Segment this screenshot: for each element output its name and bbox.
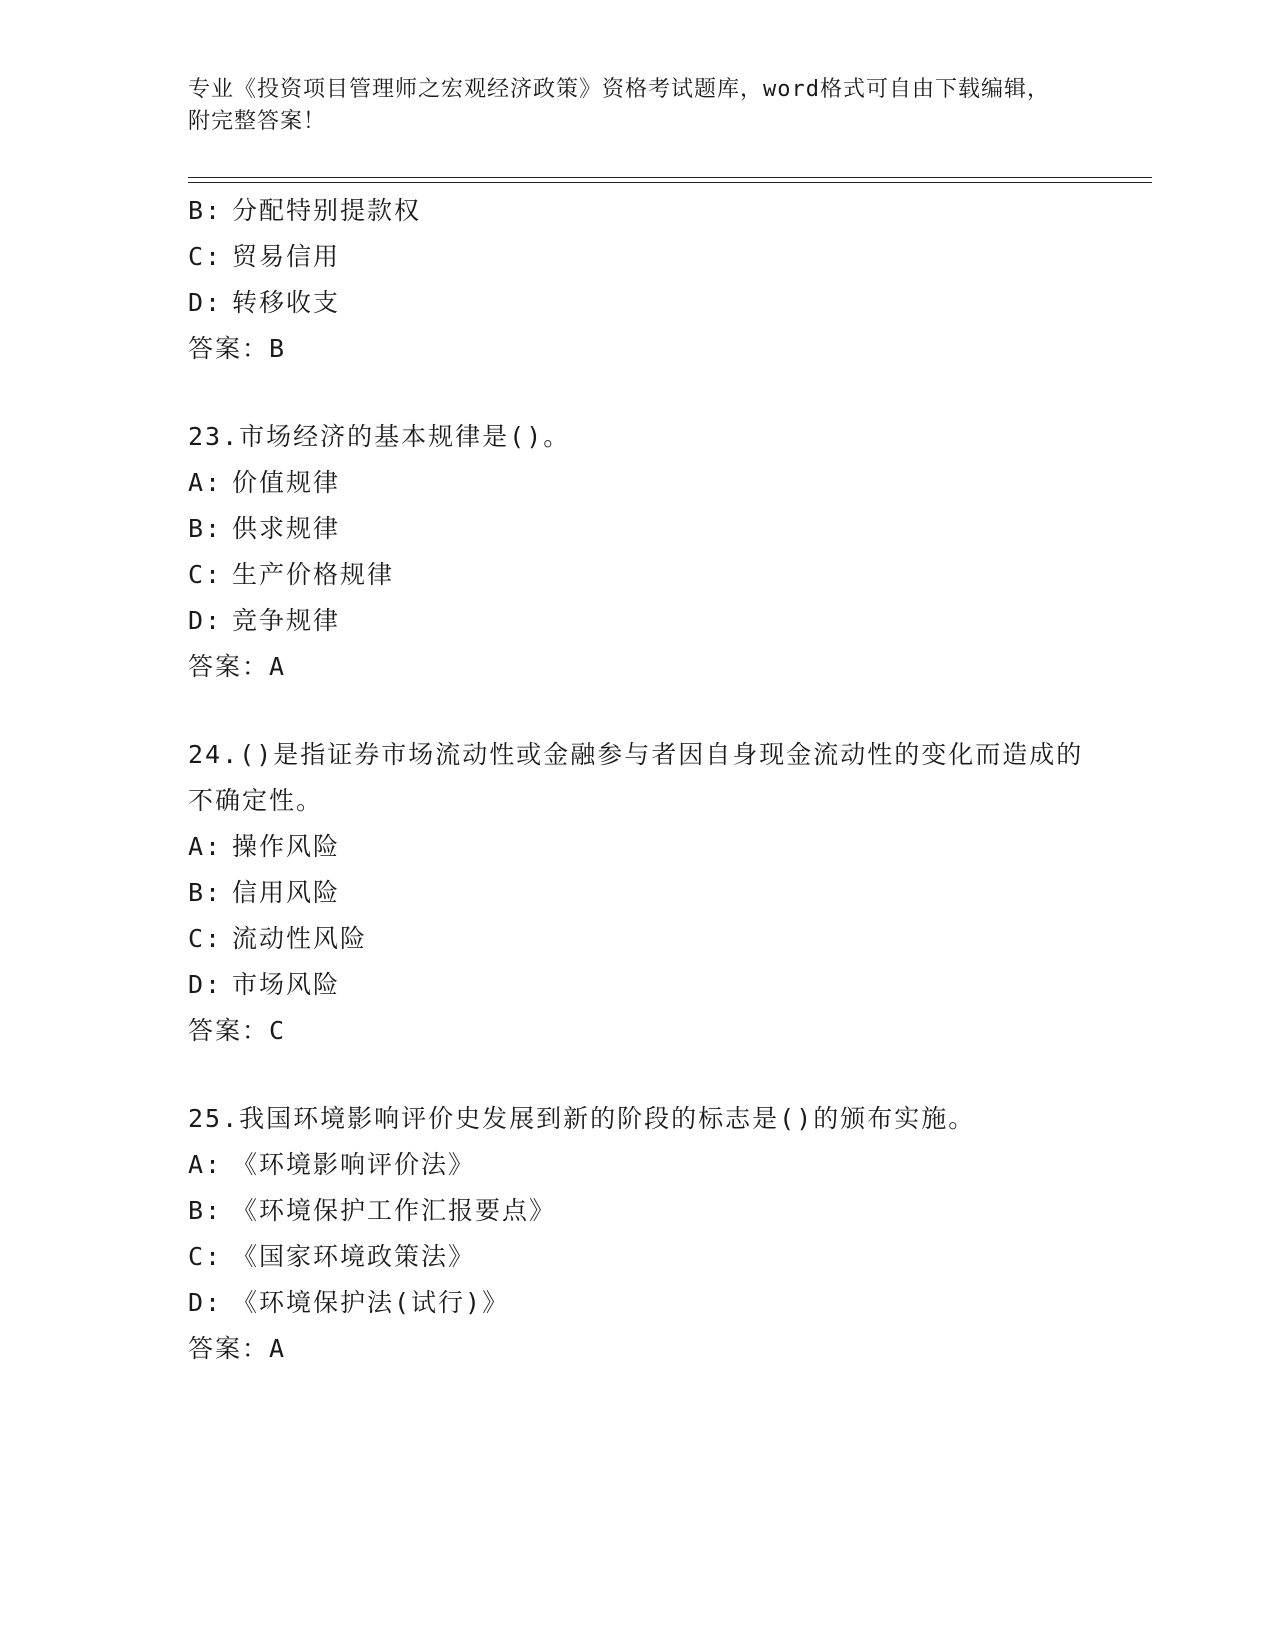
option-key: D: (188, 970, 223, 999)
option-line (188, 824, 1118, 870)
answer-value: C (269, 1016, 287, 1045)
answer-label: 答案： (188, 334, 270, 363)
option-line (188, 598, 1118, 644)
question-content (188, 188, 1118, 1372)
option-text: 转移收支 (232, 288, 341, 317)
answer-value: A (269, 1334, 287, 1363)
option-key: D: (188, 606, 223, 635)
option-text: 供求规律 (232, 514, 341, 543)
answer-label: 答案： (188, 652, 270, 681)
header-divider-top (188, 177, 1152, 178)
option-key: B: (188, 196, 223, 225)
option-text: 市场风险 (232, 970, 341, 999)
option-text: 流动性风险 (232, 924, 368, 953)
option-key: C: (188, 560, 223, 589)
option-key: C: (188, 1242, 223, 1271)
answer-line (188, 326, 1118, 372)
option-key: D: (188, 1288, 223, 1317)
answer-value: A (269, 652, 287, 681)
option-line (188, 234, 1118, 280)
question-stem: 25.我国环境影响评价史发展到新的阶段的标志是()的颁布实施。 (188, 1104, 976, 1133)
option-line (188, 552, 1118, 598)
question-stem: 24.()是指证券市场流动性或金融参与者因自身现金流动性的变化而造成的不确定性。 (188, 740, 1084, 815)
option-text: 信用风险 (232, 878, 341, 907)
option-line (188, 280, 1118, 326)
option-key: B: (188, 878, 223, 907)
option-text: 《国家环境政策法》 (232, 1242, 476, 1271)
option-key: B: (188, 1196, 223, 1225)
option-text: 《环境保护工作汇报要点》 (232, 1196, 557, 1225)
option-key: A: (188, 832, 223, 861)
question-item (188, 732, 1118, 1054)
option-line (188, 1234, 1118, 1280)
question-item (188, 414, 1118, 690)
option-line (188, 916, 1118, 962)
question-stem: 23.市场经济的基本规律是()。 (188, 422, 571, 451)
question-fragment (188, 188, 1118, 372)
option-text: 价值规律 (232, 468, 341, 497)
answer-value: B (269, 334, 287, 363)
option-text: 竞争规律 (232, 606, 341, 635)
option-key: C: (188, 924, 223, 953)
option-text: 分配特别提款权 (232, 196, 422, 225)
option-text: 贸易信用 (232, 242, 341, 271)
option-text: 《环境保护法(试行)》 (232, 1288, 510, 1317)
option-line (188, 1280, 1118, 1326)
header-divider-bottom (188, 182, 1152, 183)
option-key: A: (188, 468, 223, 497)
option-line (188, 962, 1118, 1008)
answer-line (188, 1326, 1118, 1372)
option-line (188, 506, 1118, 552)
option-line (188, 1142, 1118, 1188)
option-line (188, 1188, 1118, 1234)
option-key: A: (188, 1150, 223, 1179)
option-line (188, 188, 1118, 234)
answer-line (188, 1008, 1118, 1054)
answer-label: 答案： (188, 1334, 270, 1363)
header-note: 专业《投资项目管理师之宏观经济政策》资格考试题库，word格式可自由下载编辑，附完整答案！ (188, 77, 1050, 134)
option-key: C: (188, 242, 223, 271)
option-key: D: (188, 288, 223, 317)
option-line (188, 460, 1118, 506)
option-text: 生产价格规律 (232, 560, 395, 589)
option-text: 《环境影响评价法》 (232, 1150, 476, 1179)
option-text: 操作风险 (232, 832, 341, 861)
option-key: B: (188, 514, 223, 543)
question-item (188, 1096, 1118, 1372)
answer-label: 答案： (188, 1016, 270, 1045)
option-line (188, 870, 1118, 916)
answer-line (188, 644, 1118, 690)
